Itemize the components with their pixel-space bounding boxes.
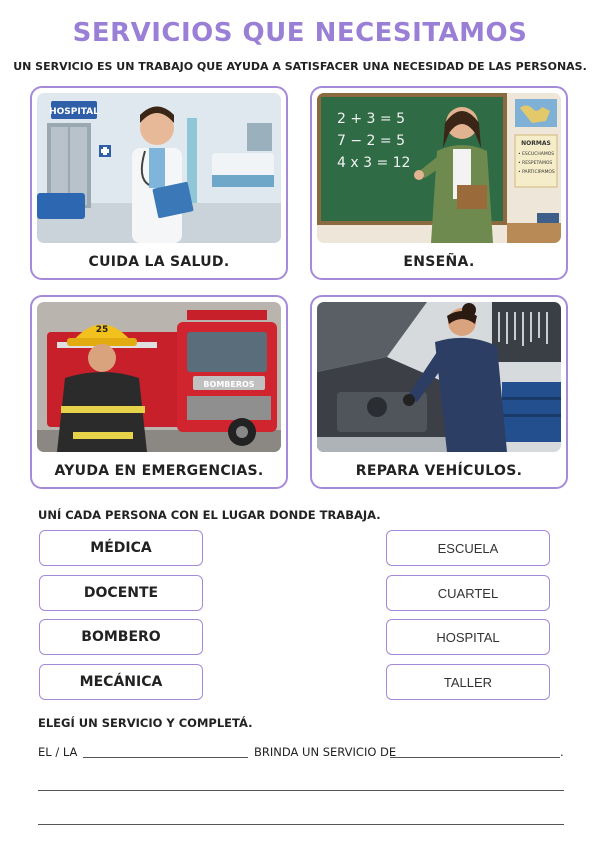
teacher-illustration [317, 93, 561, 243]
poster-title: NORMAS [521, 140, 551, 147]
blank-person[interactable] [83, 757, 248, 758]
match-instruction: UNÍ CADA PERSONA CON EL LUGAR DONDE TRABAJA. [38, 508, 381, 522]
card-mechanic [310, 295, 568, 489]
blank-service[interactable] [390, 757, 560, 758]
firefighter-illustration [37, 302, 281, 452]
card-firefighter [30, 295, 288, 489]
truck-label: BOMBEROS [203, 380, 255, 389]
person-box-bombero[interactable]: BOMBERO [39, 619, 203, 655]
intro-text: UN SERVICIO ES UN TRABAJO QUE AYUDA A SATISFACER UNA NECESIDAD DE LAS PERSONAS. [13, 60, 587, 73]
page-title: SERVICIOS QUE NECESITAMOS [72, 18, 528, 48]
doctor-illustration [37, 93, 281, 243]
complete-sentence [38, 745, 564, 765]
writing-line[interactable] [38, 824, 564, 825]
helmet-number: 25 [95, 325, 109, 335]
poster-item: • ESCUCHAMOS [518, 152, 555, 157]
board-line: 2 + 3 = 5 [337, 111, 405, 127]
place-box-escuela[interactable]: ESCUELA [386, 530, 550, 566]
card-teacher [310, 86, 568, 280]
card-caption: AYUDA EN EMERGENCIAS. [54, 463, 264, 479]
person-box-mecanica[interactable]: MECÁNICA [39, 664, 203, 700]
card-caption: ENSEÑA. [403, 254, 475, 270]
poster-item: • PARTICIPAMOS [518, 170, 555, 175]
poster-item: • RESPETAMOS [518, 161, 553, 166]
writing-line[interactable] [38, 790, 564, 791]
place-box-taller[interactable]: TALLER [386, 664, 550, 700]
board-line: 4 x 3 = 12 [337, 155, 411, 171]
sentence-end: . [560, 745, 564, 759]
place-box-hospital[interactable]: HOSPITAL [386, 619, 550, 655]
mechanic-illustration [317, 302, 561, 452]
hospital-sign: HOSPITAL [49, 107, 99, 117]
card-doctor [30, 86, 288, 280]
person-box-docente[interactable]: DOCENTE [39, 575, 203, 611]
card-caption: REPARA VEHÍCULOS. [355, 463, 523, 479]
sentence-part-2: BRINDA UN SERVICIO DE [254, 745, 397, 759]
sentence-part-1: EL / LA [38, 745, 78, 759]
card-caption: CUIDA LA SALUD. [88, 254, 230, 270]
board-line: 7 − 2 = 5 [337, 133, 405, 149]
person-box-medica[interactable]: MÉDICA [39, 530, 203, 566]
place-box-cuartel[interactable]: CUARTEL [386, 575, 550, 611]
complete-instruction: ELEGÍ UN SERVICIO Y COMPLETÁ. [38, 716, 253, 730]
